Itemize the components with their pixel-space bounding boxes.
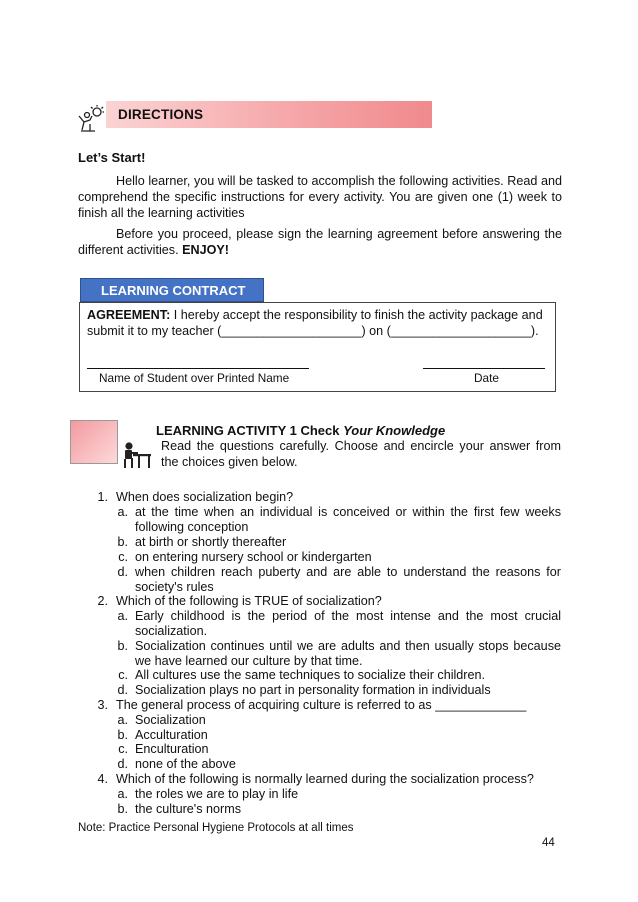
activity-color-block: [70, 420, 118, 464]
directions-title: DIRECTIONS: [118, 107, 204, 122]
intro-paragraph-1: Hello learner, you will be tasked to accomplish the following activities. Read and comprehend the specific instructions for every activity. You are given one (1) week to finish all the learning activities: [78, 174, 562, 220]
lets-start-heading: Let’s Start!: [78, 150, 146, 165]
question-number: 1.: [97, 490, 108, 504]
enjoy-text: ENJOY!: [182, 243, 229, 257]
footer-note: Note: Practice Personal Hygiene Protocols at all times: [78, 822, 354, 834]
activity-instructions: Read the questions carefully. Choose and encircle your answer from the choices given below.: [161, 439, 561, 469]
agreement-line-2: submit it to my teacher (____________________) on (____________________).: [87, 324, 539, 338]
date-signature-line[interactable]: [423, 368, 545, 369]
activity-title-italic: Your Knowledge: [343, 423, 446, 438]
student-name-caption: Name of Student over Printed Name: [99, 371, 290, 385]
agreement-label: AGREEMENT:: [87, 308, 171, 322]
page-number: 44: [542, 837, 555, 849]
student-signature-line[interactable]: [87, 368, 309, 369]
learning-contract-tab: LEARNING CONTRACT: [80, 278, 264, 302]
directions-icon: [76, 104, 106, 134]
question-text: When does socialization begin?: [116, 490, 294, 504]
date-caption: Date: [474, 371, 499, 385]
agreement-line-1: [87, 307, 547, 323]
activity-title-text: LEARNING ACTIVITY 1 Check: [156, 423, 340, 438]
agreement-text: I hereby accept the responsibility to finish the activity package and: [173, 308, 543, 322]
activity-title: [156, 423, 445, 438]
intro-paragraph-2: [78, 226, 562, 258]
intro-paragraph-2-text: Before you proceed, please sign the learning agreement before answering the different activities.: [78, 227, 562, 257]
student-desk-icon: [121, 440, 153, 470]
